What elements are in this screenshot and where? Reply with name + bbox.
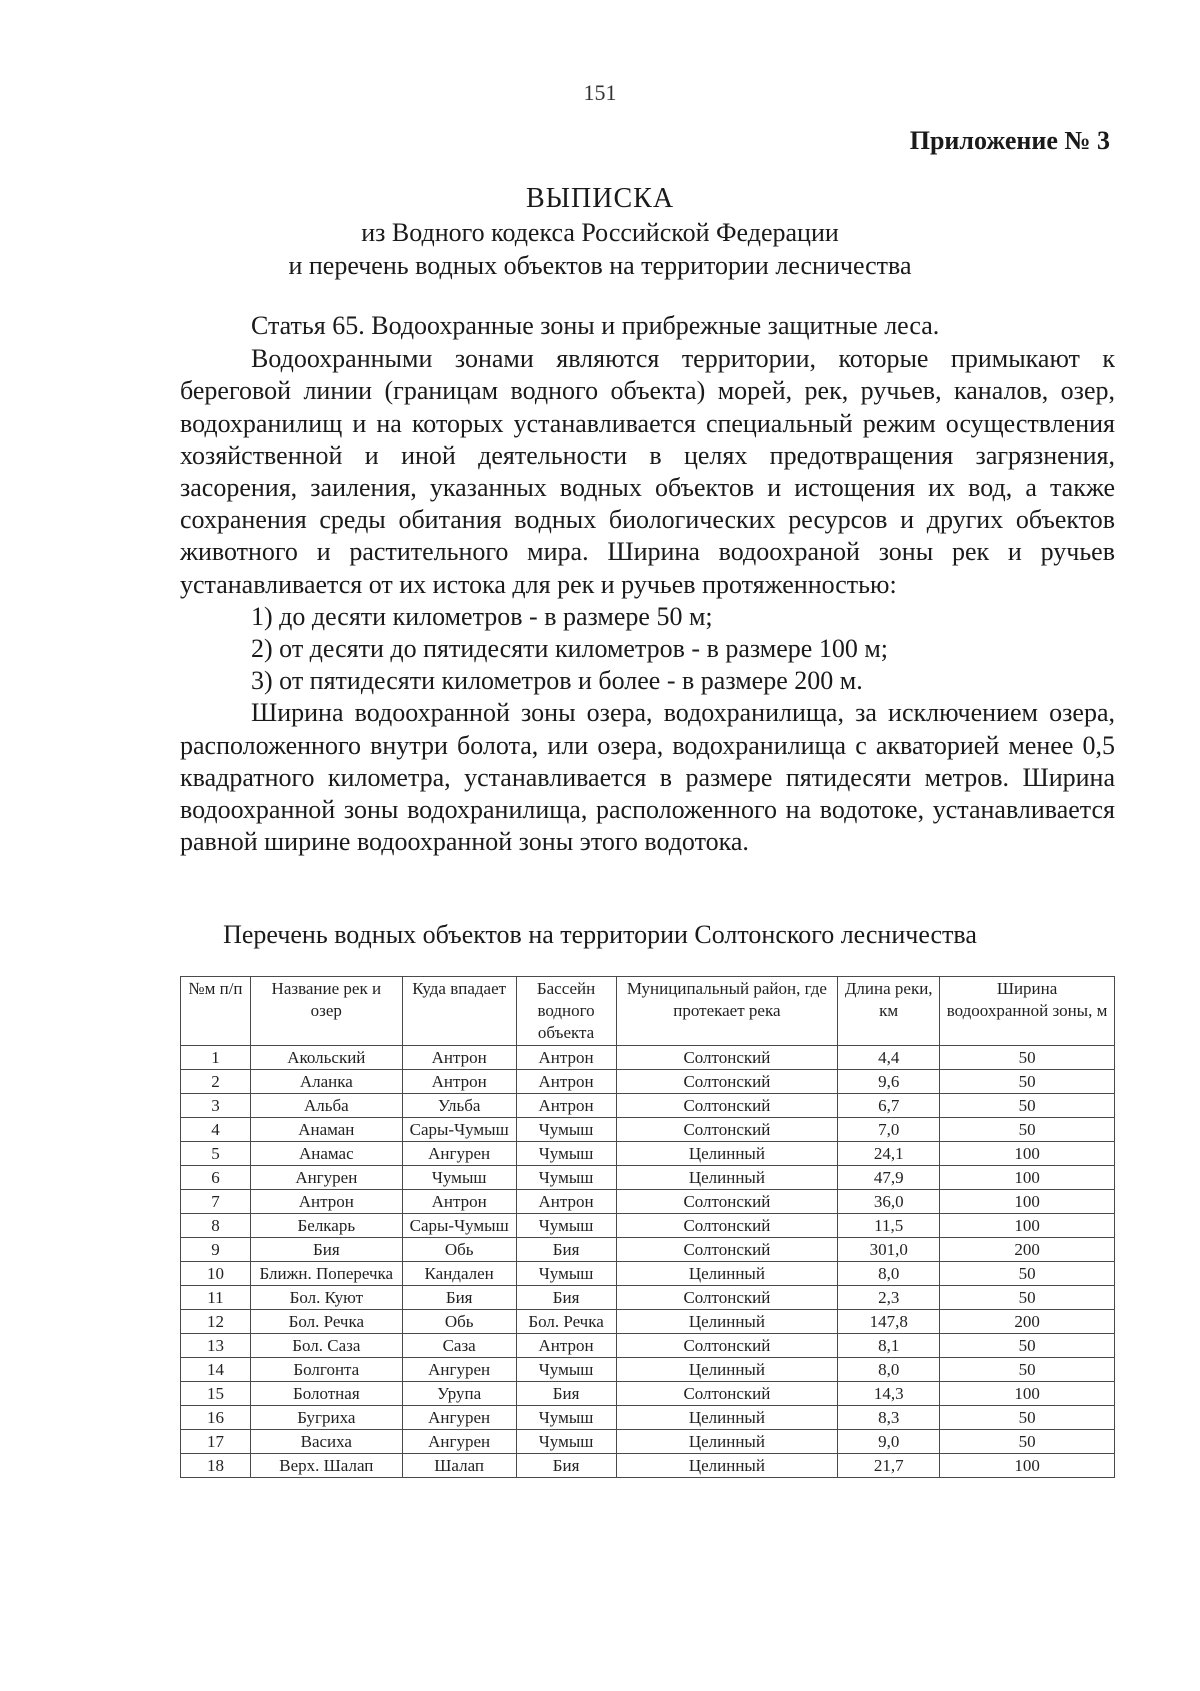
table-cell-basin: Чумыш	[516, 1430, 616, 1454]
table-cell-name: Ближн. Поперечка	[250, 1262, 402, 1286]
table-cell-basin: Бия	[516, 1454, 616, 1478]
table-caption: Перечень водных объектов на территории Солтонского лесничества	[223, 920, 977, 949]
table-row	[181, 1358, 1115, 1382]
table-cell-outflow: Ангурен	[402, 1142, 516, 1166]
table-cell-number: 13	[181, 1334, 251, 1358]
table-cell-outflow: Обь	[402, 1310, 516, 1334]
table-cell-outflow: Урупа	[402, 1382, 516, 1406]
table-cell-zone-width: 100	[940, 1382, 1115, 1406]
paragraph-water-protection-zones: Водоохранными зонами являются территории, которые примыкают к береговой линии (границам водного объекта) морей, рек, ручьев, каналов, озер, водохранилищ и на которых устанавливается специальный режим осуществления хозяйственной и иной деятельности в целях предотвращения загрязнения, засорения, заиления, указанных водных объектов и истощения их вод, а также сохранения среды обитания водных биологических ресурсов и других объектов животного и растительного мира. Ширина водоохраной зоны рек и ручьев устанавливается от их истока для рек и ручьев протяженностью:	[180, 344, 1115, 599]
table-row	[181, 1190, 1115, 1214]
table-cell-number: 11	[181, 1286, 251, 1310]
table-row	[181, 1118, 1115, 1142]
table-cell-number: 18	[181, 1454, 251, 1478]
table-cell-district: Солтонский	[616, 1286, 838, 1310]
table-cell-outflow: Антрон	[402, 1046, 516, 1070]
table-cell-length: 9,0	[838, 1430, 940, 1454]
list-item-2: 2) от десяти до пятидесяти километров - в размере 100 м;	[251, 634, 888, 664]
table-cell-number: 17	[181, 1430, 251, 1454]
header-cell-number: №м п/п	[181, 977, 251, 1046]
table-row	[181, 1286, 1115, 1310]
table-cell-name: Бия	[250, 1238, 402, 1262]
table-cell-name: Ангурен	[250, 1166, 402, 1190]
document-title: ВЫПИСКА	[525, 183, 675, 214]
table-cell-district: Солтонский	[616, 1334, 838, 1358]
table-cell-basin: Антрон	[516, 1046, 616, 1070]
table-cell-basin: Антрон	[516, 1070, 616, 1094]
table-cell-name: Болотная	[250, 1382, 402, 1406]
table-cell-zone-width: 100	[940, 1166, 1115, 1190]
table-row	[181, 1070, 1115, 1094]
table-cell-basin: Чумыш	[516, 1118, 616, 1142]
table-cell-length: 147,8	[838, 1310, 940, 1334]
document-subtitle-line2: и перечень водных объектов на территории лесничества	[288, 251, 912, 280]
list-item-3: 3) от пятидесяти километров и более - в размере 200 м.	[251, 666, 863, 696]
table-row	[181, 1142, 1115, 1166]
table-cell-district: Солтонский	[616, 1190, 838, 1214]
table-cell-number: 10	[181, 1262, 251, 1286]
table-cell-zone-width: 100	[940, 1214, 1115, 1238]
table-cell-length: 8,0	[838, 1262, 940, 1286]
table-cell-district: Целинный	[616, 1430, 838, 1454]
header-cell-name: Название рек и озер	[250, 977, 402, 1046]
table-cell-district: Солтонский	[616, 1118, 838, 1142]
table-cell-number: 4	[181, 1118, 251, 1142]
document-subtitle-line1: из Водного кодекса Российской Федерации	[361, 218, 839, 247]
table-row	[181, 1430, 1115, 1454]
table-cell-number: 2	[181, 1070, 251, 1094]
table-cell-zone-width: 50	[940, 1406, 1115, 1430]
table-cell-zone-width: 50	[940, 1070, 1115, 1094]
header-cell-basin: Бассейн водного объекта	[516, 977, 616, 1046]
table-cell-length: 8,3	[838, 1406, 940, 1430]
table-cell-outflow: Обь	[402, 1238, 516, 1262]
table-cell-basin: Бия	[516, 1382, 616, 1406]
table-cell-district: Целинный	[616, 1406, 838, 1430]
table-cell-zone-width: 200	[940, 1310, 1115, 1334]
table-header-row	[181, 977, 1115, 1046]
table-cell-zone-width: 50	[940, 1358, 1115, 1382]
title-block	[0, 182, 1200, 282]
table-row	[181, 1382, 1115, 1406]
table-cell-district: Солтонский	[616, 1214, 838, 1238]
table-cell-outflow: Ангурен	[402, 1358, 516, 1382]
table-cell-outflow: Бия	[402, 1286, 516, 1310]
table-cell-outflow: Сары-Чумыш	[402, 1118, 516, 1142]
table-cell-length: 2,3	[838, 1286, 940, 1310]
table-cell-outflow: Сары-Чумыш	[402, 1214, 516, 1238]
table-cell-basin: Чумыш	[516, 1262, 616, 1286]
water-objects-table	[180, 976, 1115, 1478]
table-cell-zone-width: 100	[940, 1142, 1115, 1166]
table-cell-district: Солтонский	[616, 1046, 838, 1070]
table-cell-basin: Чумыш	[516, 1358, 616, 1382]
table-cell-district: Целинный	[616, 1310, 838, 1334]
list-item-1: 1) до десяти километров - в размере 50 м;	[251, 601, 713, 631]
table-cell-name: Антрон	[250, 1190, 402, 1214]
table-cell-district: Солтонский	[616, 1094, 838, 1118]
table-cell-zone-width: 100	[940, 1190, 1115, 1214]
table-cell-outflow: Кандален	[402, 1262, 516, 1286]
table-cell-outflow: Чумыш	[402, 1166, 516, 1190]
table-cell-outflow: Шалап	[402, 1454, 516, 1478]
table-cell-number: 14	[181, 1358, 251, 1382]
table-cell-name: Бол. Речка	[250, 1310, 402, 1334]
table-cell-number: 3	[181, 1094, 251, 1118]
table-cell-length: 9,6	[838, 1070, 940, 1094]
table-row	[181, 1214, 1115, 1238]
table-cell-number: 15	[181, 1382, 251, 1406]
table-row	[181, 1094, 1115, 1118]
header-cell-zone-width: Ширина водоохранной зоны, м	[940, 977, 1115, 1046]
table-cell-basin: Бия	[516, 1286, 616, 1310]
table-cell-number: 6	[181, 1166, 251, 1190]
table-row	[181, 1046, 1115, 1070]
table-cell-zone-width: 50	[940, 1118, 1115, 1142]
table-cell-outflow: Антрон	[402, 1070, 516, 1094]
table-cell-outflow: Ульба	[402, 1094, 516, 1118]
table-cell-number: 1	[181, 1046, 251, 1070]
table-cell-district: Целинный	[616, 1454, 838, 1478]
table-cell-name: Бол. Саза	[250, 1334, 402, 1358]
table-cell-number: 12	[181, 1310, 251, 1334]
table-row	[181, 1454, 1115, 1478]
table-cell-length: 14,3	[838, 1382, 940, 1406]
table-cell-length: 6,7	[838, 1094, 940, 1118]
table-cell-length: 301,0	[838, 1238, 940, 1262]
header-cell-outflow: Куда впадает	[402, 977, 516, 1046]
table-cell-basin: Антрон	[516, 1094, 616, 1118]
table-cell-outflow: Саза	[402, 1334, 516, 1358]
table-cell-length: 24,1	[838, 1142, 940, 1166]
table-cell-name: Верх. Шалап	[250, 1454, 402, 1478]
table-cell-number: 7	[181, 1190, 251, 1214]
table-cell-zone-width: 100	[940, 1454, 1115, 1478]
table-cell-name: Аланка	[250, 1070, 402, 1094]
header-cell-length: Длина реки, км	[838, 977, 940, 1046]
table-row	[181, 1166, 1115, 1190]
table-cell-basin: Чумыш	[516, 1142, 616, 1166]
table-cell-name: Васиха	[250, 1430, 402, 1454]
table-cell-name: Акольский	[250, 1046, 402, 1070]
table-cell-length: 8,0	[838, 1358, 940, 1382]
table-cell-name: Анамас	[250, 1142, 402, 1166]
table-cell-name: Белкарь	[250, 1214, 402, 1238]
table-cell-district: Солтонский	[616, 1070, 838, 1094]
table-cell-zone-width: 50	[940, 1334, 1115, 1358]
header-cell-district: Муниципальный район, где протекает река	[616, 977, 838, 1046]
table-cell-district: Солтонский	[616, 1238, 838, 1262]
table-cell-name: Анаман	[250, 1118, 402, 1142]
table-cell-outflow: Ангурен	[402, 1406, 516, 1430]
table-cell-name: Альба	[250, 1094, 402, 1118]
table-cell-basin: Чумыш	[516, 1406, 616, 1430]
table-cell-zone-width: 200	[940, 1238, 1115, 1262]
table-cell-length: 11,5	[838, 1214, 940, 1238]
table-row	[181, 1238, 1115, 1262]
article-body	[180, 310, 1115, 858]
table-cell-name: Бол. Куют	[250, 1286, 402, 1310]
table-cell-number: 9	[181, 1238, 251, 1262]
table-row	[181, 1406, 1115, 1430]
table-cell-length: 8,1	[838, 1334, 940, 1358]
table-cell-zone-width: 50	[940, 1262, 1115, 1286]
table-cell-district: Целинный	[616, 1166, 838, 1190]
table-cell-length: 36,0	[838, 1190, 940, 1214]
page-number: 151	[583, 80, 617, 105]
table-cell-name: Болгонта	[250, 1358, 402, 1382]
table-cell-length: 4,4	[838, 1046, 940, 1070]
table-cell-basin: Бия	[516, 1238, 616, 1262]
table-cell-zone-width: 50	[940, 1094, 1115, 1118]
appendix-label: Приложение № 3	[909, 126, 1110, 155]
table-cell-basin: Чумыш	[516, 1166, 616, 1190]
table-body	[181, 1046, 1115, 1478]
table-row	[181, 1334, 1115, 1358]
article-heading: Статья 65. Водоохранные зоны и прибрежные защитные леса.	[251, 311, 940, 340]
table-cell-outflow: Антрон	[402, 1190, 516, 1214]
table-cell-basin: Антрон	[516, 1334, 616, 1358]
table-row	[181, 1262, 1115, 1286]
table-cell-number: 5	[181, 1142, 251, 1166]
table-cell-district: Целинный	[616, 1142, 838, 1166]
table-cell-length: 21,7	[838, 1454, 940, 1478]
table-cell-basin: Бол. Речка	[516, 1310, 616, 1334]
table-cell-number: 16	[181, 1406, 251, 1430]
table-cell-district: Целинный	[616, 1262, 838, 1286]
table-row	[181, 1310, 1115, 1334]
table-cell-district: Солтонский	[616, 1382, 838, 1406]
table-cell-name: Бугриха	[250, 1406, 402, 1430]
table-cell-outflow: Ангурен	[402, 1430, 516, 1454]
table-cell-zone-width: 50	[940, 1286, 1115, 1310]
table-cell-district: Целинный	[616, 1358, 838, 1382]
table-cell-length: 47,9	[838, 1166, 940, 1190]
table-cell-length: 7,0	[838, 1118, 940, 1142]
table-cell-zone-width: 50	[940, 1046, 1115, 1070]
table-cell-basin: Чумыш	[516, 1214, 616, 1238]
table-cell-zone-width: 50	[940, 1430, 1115, 1454]
table-cell-basin: Антрон	[516, 1190, 616, 1214]
paragraph-lake-zones: Ширина водоохранной зоны озера, водохранилища, за исключением озера, расположенного внутри болота, или озера, водохранилища с акваторией менее 0,5 квадратного километра, устанавливается в размере пятидесяти метров. Ширина водоохранной зоны водохранилища, расположенного на водотоке, устанавливается равной ширине водоохранной зоны этого водотока.	[180, 698, 1115, 857]
table-cell-number: 8	[181, 1214, 251, 1238]
